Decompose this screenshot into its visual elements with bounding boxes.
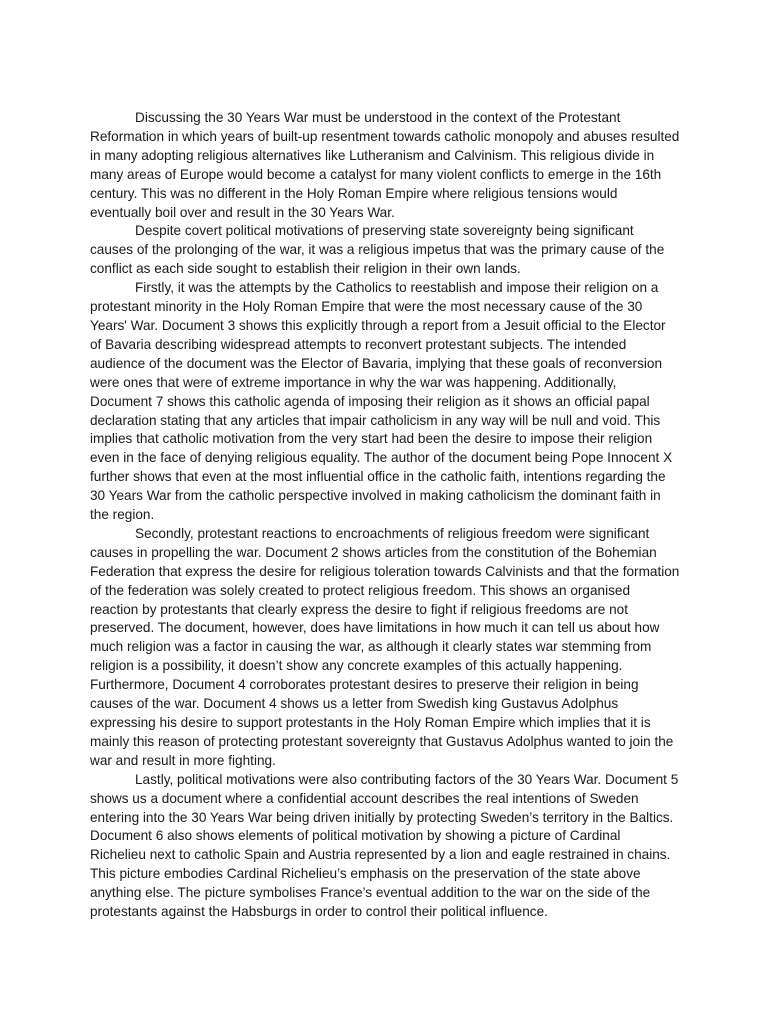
paragraph-introduction: Discussing the 30 Years War must be understood in the context of the Protestant Reformation in which years of built-up resentment towards catholic monopoly and abuses resulted in many adopting religious alternatives like Lutheranism and Calvinism. This religious divide in many areas of Europe would become a catalyst for many violent conflicts to emerge in the 16th century. This was no different in the Holy Roman Empire where religious tensions would eventually boil over and result in the 30 Years War.	[90, 110, 680, 220]
paragraph-thesis: Despite covert political motivations of preserving state sovereignty being significant causes of the prolonging of the war, it was a religious impetus that was the primary cause of the conflict as each side sought to establish their religion in their own lands.	[90, 223, 665, 277]
paragraph-protestant-reactions: Secondly, protestant reactions to encroachments of religious freedom were significant causes in propelling the war. Document 2 shows articles from the constitution of the Bohemian Federation that express the desire for religious toleration towards Calvinists and that the formation of the federation was solely created to protect religious freedom. This shows an organised reaction by protestants that clearly express the desire to fight if religious freedoms are not preserved. The document, however, does have limitations in how much it can tell us about how much religion was a factor in causing the war, as although it clearly states war stemming from religion is a possibility, it doesn’t show any concrete examples of this actually happening. Furthermore, Document 4 corroborates protestant desires to preserve their religion in being causes of the war. Document 4 shows us a letter from Swedish king Gustavus Adolphus expressing his desire to support protestants in the Holy Roman Empire which implies that it is mainly this reason of protecting protestant sovereignty that Gustavus Adolphus wanted to join the war and result in more fighting.	[90, 525, 680, 768]
paragraph-catholic-causes: Firstly, it was the attempts by the Catholics to reestablish and impose their religion on a protestant minority in the Holy Roman Empire that were the most necessary cause of the 30 Years' War. Document 3 shows this explicitly through a report from a Jesuit official to the Elector of Bavaria describing widespread attempts to reconvert protestant subjects. The intended audience of the document was the Elector of Bavaria, implying that these goals of reconversion were ones that were of extreme importance in why the war was happening. Additionally, Document 7 shows this catholic agenda of imposing their religion as it shows an official papal declaration stating that any articles that impair catholicism in any way will be null and void. This implies that catholic motivation from the very start had been the desire to impose their religion even in the face of denying religious equality. The author of the document being Pope Innocent X further shows that even at the most influential office in the catholic faith, intentions regarding the 30 Years War from the catholic perspective involved in making catholicism the dominant faith in the region.	[90, 280, 673, 523]
paragraph-political-motivations: Lastly, political motivations were also contributing factors of the 30 Years War. Document 5 shows us a document where a confidential account describes the real intentions of Sweden entering into the 30 Years War being driven initially by protecting Sweden’s territory in the Baltics. Document 6 also shows elements of political motivation by showing a picture of Cardinal Richelieu next to catholic Spain and Austria represented by a lion and eagle restrained in chains. This picture embodies Cardinal Richelieu’s emphasis on the preservation of the state above anything else. The picture symbolises France’s eventual addition to the war on the side of the protestants against the Habsburgs in order to control their political influence.	[90, 771, 679, 920]
essay-body	[90, 109, 680, 922]
